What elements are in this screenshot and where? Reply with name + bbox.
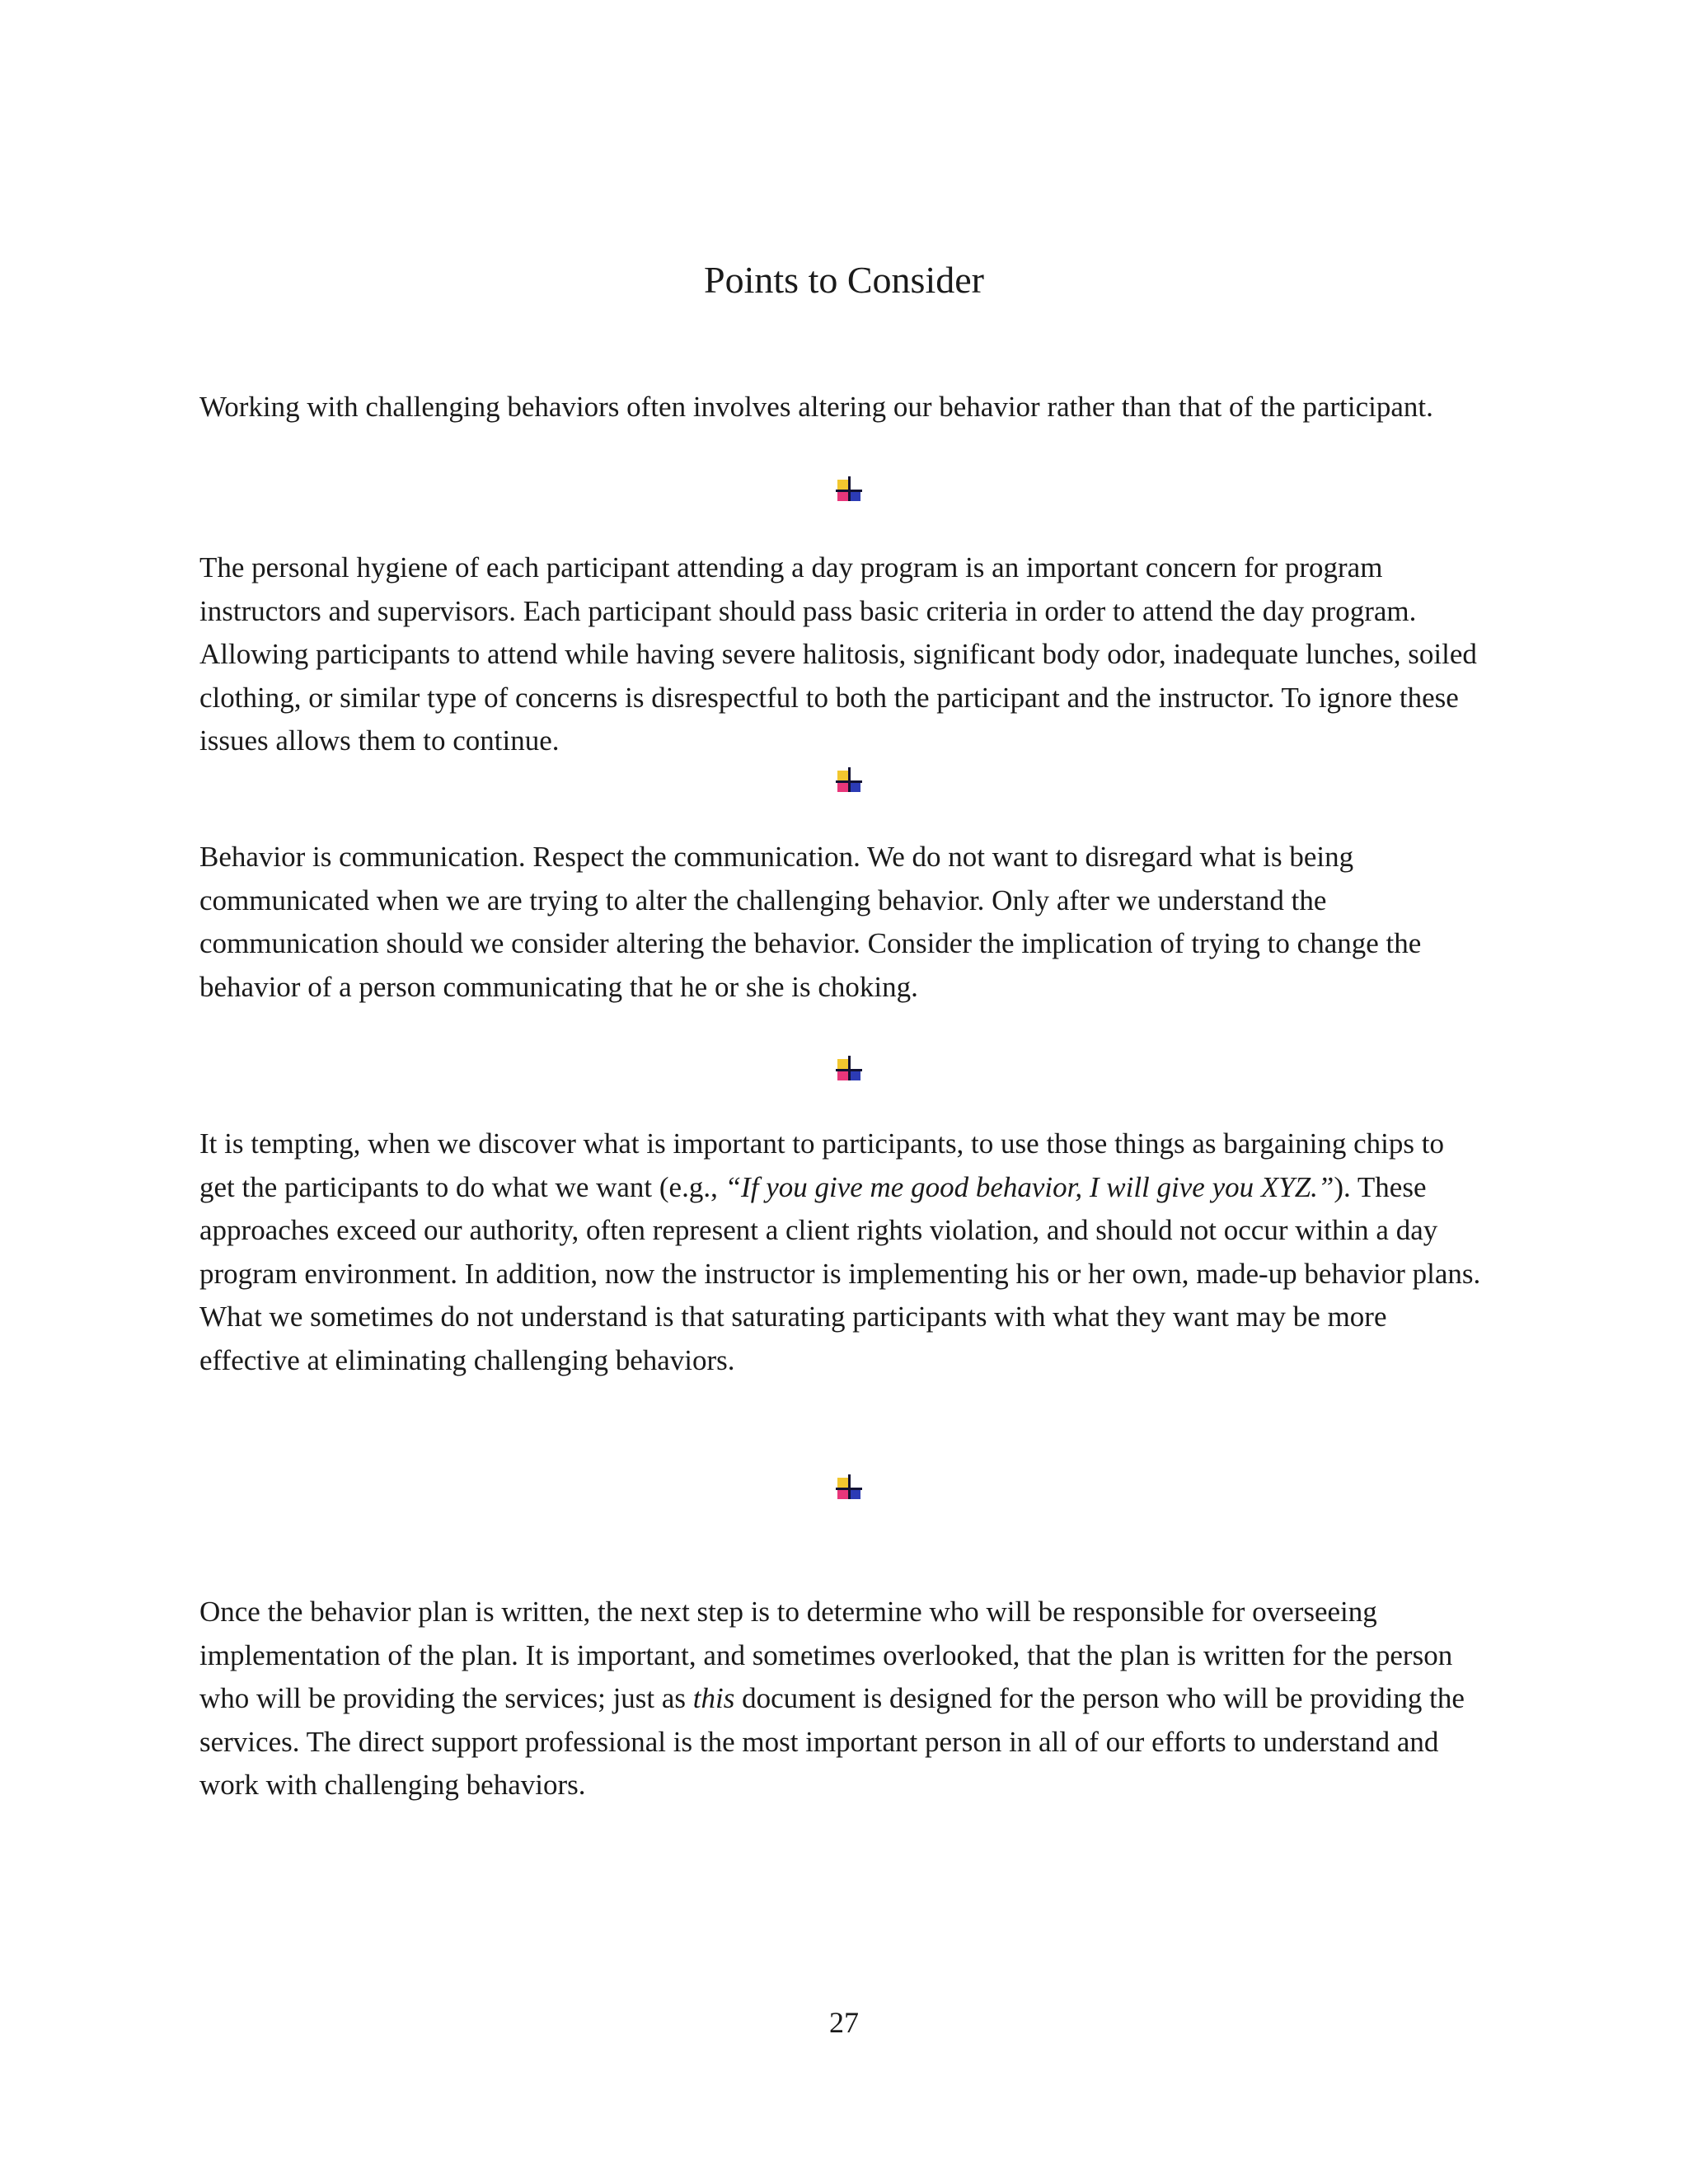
divider-yellow-square: [837, 771, 848, 780]
divider-vertical-bar: [848, 476, 851, 501]
divider-horizontal-bar: [836, 1069, 862, 1071]
emphasized-word: this: [692, 1682, 735, 1715]
divider-pink-square: [837, 491, 848, 501]
divider-blue-square: [850, 491, 860, 501]
divider-icon: [834, 1473, 864, 1502]
divider-pink-square: [837, 1071, 848, 1080]
divider-pink-square: [837, 1489, 848, 1499]
quoted-example: “If you give me good behavior, I will give you XYZ.”: [724, 1170, 1334, 1203]
divider-blue-square: [850, 1489, 860, 1499]
divider-icon: [834, 475, 864, 504]
divider-icon: [834, 766, 864, 795]
divider-vertical-bar: [848, 767, 851, 792]
divider-yellow-square: [837, 1478, 848, 1488]
paragraph-behavior-plan: [199, 1591, 1485, 1807]
divider-vertical-bar: [848, 1056, 851, 1080]
divider-icon: [834, 1054, 864, 1084]
paragraph-text: document is designed for the person who will be providing the services. The direct support professional is the most important person in all of our efforts to understand and work with challenging behaviors.: [199, 1682, 1465, 1802]
paragraph-text: ). These approaches exceed our authority, often represent a client rights violation, and should not occur within a day program environment. In addition, now the instructor is implementing his or her own, made-up behavior plans. What we sometimes do not understand is that saturating participants with what they want may be more effective at eliminating challenging behaviors.: [199, 1170, 1481, 1376]
paragraph-text: Once the behavior plan is written, the next step is to determine who will be responsible for overseeing implementation of the plan. It is important, and sometimes overlooked, that the plan is written for the person who will be providing the services; just as: [199, 1596, 1453, 1715]
divider-horizontal-bar: [836, 1488, 862, 1490]
divider-horizontal-bar: [836, 490, 862, 492]
page-number: 27: [829, 2006, 859, 2039]
paragraph-personal-hygiene: The personal hygiene of each participant attending a day program is an important concern for program instructors and supervisors. Each participant should pass basic criteria in order to attend the day program. Allowing participants to attend while having severe halitosis, significant body odor, inadequate lunches, soiled clothing, or similar type of concerns is disrespectful to both the participant and the instructor. To ignore these issues allows them to continue.: [199, 551, 1477, 757]
divider-blue-square: [850, 782, 860, 792]
divider-yellow-square: [837, 480, 848, 490]
page-title: Points to Consider: [704, 259, 984, 301]
divider-blue-square: [850, 1071, 860, 1080]
paragraph-bargaining-chips: [199, 1122, 1485, 1383]
paragraph-behavior-altering: Working with challenging behaviors often involves altering our behavior rather than that of the participant.: [199, 391, 1433, 423]
divider-vertical-bar: [848, 1474, 851, 1499]
paragraph-behavior-communication: Behavior is communication. Respect the communication. We do not want to disregard what is being communicated when we are trying to alter the challenging behavior. Only after we understand the communication should we consider altering the behavior. Consider the implication of trying to change the behavior of a person communicating that he or she is choking.: [199, 841, 1422, 1003]
paragraph-text: It is tempting, when we discover what is important to participants, to use those things as bargaining chips to get the participants to do what we want (e.g.,: [199, 1127, 1444, 1203]
divider-yellow-square: [837, 1059, 848, 1069]
divider-pink-square: [837, 782, 848, 792]
divider-horizontal-bar: [836, 780, 862, 783]
